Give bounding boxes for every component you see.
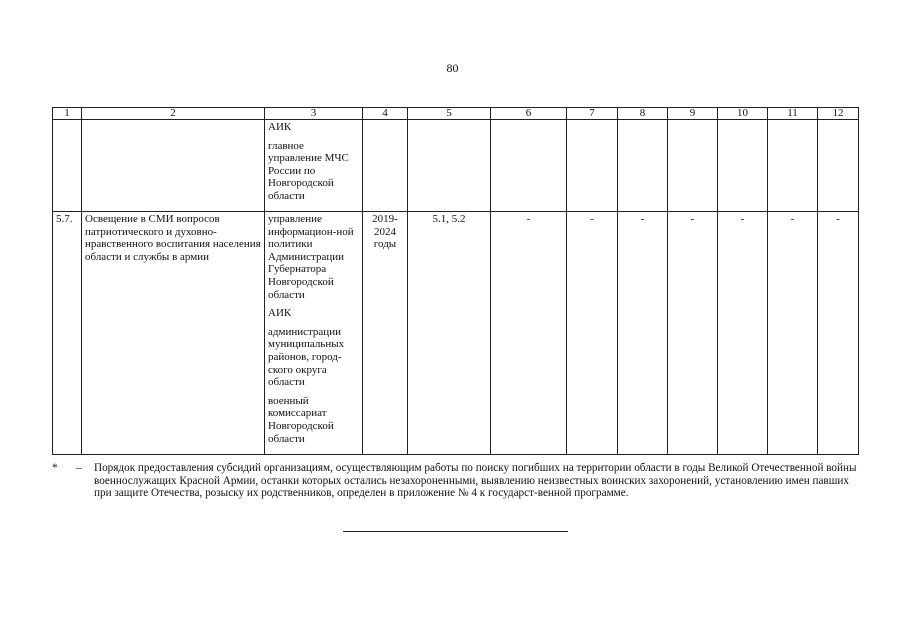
executor-aik: АИК [268, 121, 292, 133]
column-number-2: 2 [82, 108, 265, 120]
table-row-5-7 [53, 212, 859, 455]
column-number-10: 10 [718, 108, 768, 120]
target-indicator-cell: 5.1, 5.2 [408, 212, 491, 455]
footnote-dash: – [76, 462, 82, 474]
column-number-6: 6 [491, 108, 567, 120]
funding-cell: - [818, 212, 859, 455]
executor-info-policy: управление информацион-ной политики Администрации Губернатора Новгородской области [268, 213, 354, 301]
funding-cell: - [618, 212, 668, 455]
footnote-text: Порядок предоставления субсидий организациям, осуществляющим работы по поиску погибших на территории области в годы Великой Отечественной войны военнослужащих Красной Армии, останки которых остались незахороненными, выявлению неизвестных воинских захоронений, установлению имен павших при защите Отечества, розыску их родственников, определен в приложение № 4 к государст-венной программе. [94, 462, 857, 500]
funding-cell: - [718, 212, 768, 455]
funding-cell: - [567, 212, 618, 455]
funding-cell: - [768, 212, 818, 455]
executors-cell [265, 120, 363, 212]
column-number-3: 3 [265, 108, 363, 120]
executor-municipal: администрации муниципальных районов, город-ского округа области [268, 325, 345, 389]
measure-name: Освещение в СМИ вопросов патриотического и духовно-нравственного воспитания населения области и службы в армии [82, 212, 265, 455]
end-rule [343, 531, 568, 532]
page-number: 80 [446, 61, 459, 75]
column-number-12: 12 [818, 108, 859, 120]
table-row-continuation [53, 120, 859, 212]
row-number: 5.7. [53, 212, 82, 455]
executor-military-commissariat: военный комиссариат Новгородской области [268, 394, 334, 445]
column-number-11: 11 [768, 108, 818, 120]
column-number-9: 9 [668, 108, 718, 120]
executors-cell [265, 212, 363, 455]
footnote-mark: * [52, 462, 58, 474]
column-number-1: 1 [53, 108, 82, 120]
executor-mchs: главное управление МЧС России по Новгородской области [268, 139, 349, 202]
funding-cell: - [491, 212, 567, 455]
column-number-7: 7 [567, 108, 618, 120]
table-header-row [53, 108, 859, 120]
column-number-5: 5 [408, 108, 491, 120]
column-number-8: 8 [618, 108, 668, 120]
funding-cell: - [668, 212, 718, 455]
program-table [52, 107, 859, 455]
period-cell: 2019-2024 годы [363, 212, 408, 455]
executor-aik: АИК [268, 307, 292, 320]
column-number-4: 4 [363, 108, 408, 120]
footnote [52, 462, 858, 500]
